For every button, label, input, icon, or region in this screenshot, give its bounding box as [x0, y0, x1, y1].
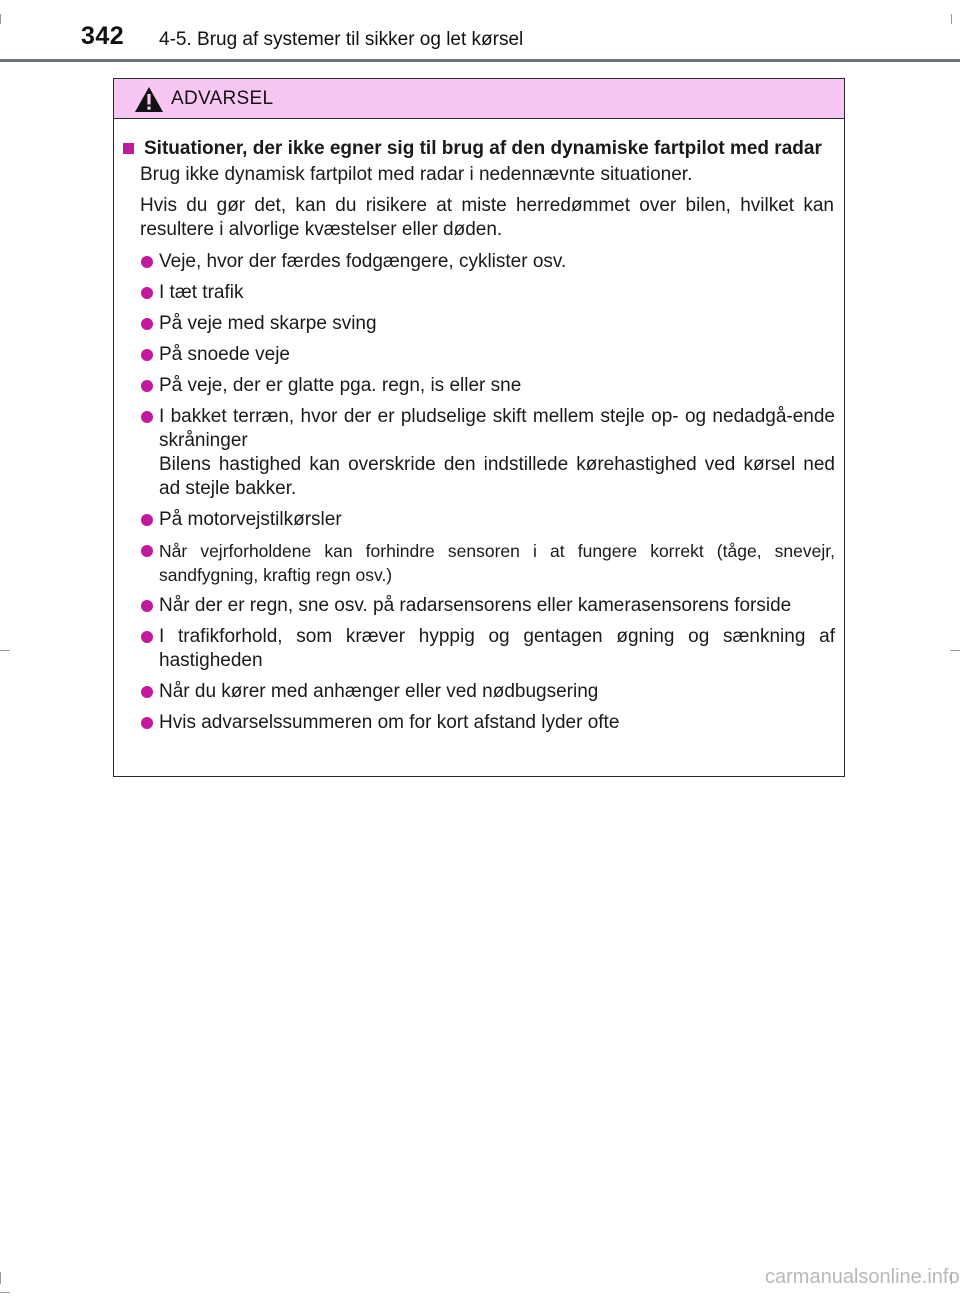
circle-bullet-icon [141, 256, 159, 268]
list-item [141, 250, 835, 274]
list-item [141, 680, 835, 704]
list-item-text: På veje, der er glatte pga. regn, is eller sne [159, 375, 522, 396]
crop-mark [0, 650, 10, 651]
list-item-text: Når du kører med anhænger eller ved nødbugsering [159, 681, 599, 702]
list-item [141, 625, 835, 673]
list-item-text: På veje med skarpe sving [159, 313, 377, 334]
instruction-paragraph: Brug ikke dynamisk fartpilot med radar i nedennævnte situationer. [140, 164, 693, 185]
list-item [141, 343, 835, 367]
circle-bullet-icon [141, 318, 159, 330]
list-item-text: Når vejrforholdene kan forhindre sensoren i at fungere korrekt (tåge, snevejr, sandfygning, kraftig regn osv.) [159, 541, 835, 585]
list-item [141, 711, 835, 735]
circle-bullet-icon [141, 411, 159, 423]
list-item [141, 281, 835, 305]
circle-bullet-icon [141, 514, 159, 526]
circle-bullet-icon [141, 349, 159, 361]
list-item-text: Veje, hvor der færdes fodgængere, cyklister osv. [159, 251, 567, 272]
circle-bullet-icon [141, 545, 159, 557]
circle-bullet-icon [141, 686, 159, 698]
circle-bullet-icon [141, 717, 159, 729]
header-divider [0, 59, 960, 62]
warning-body [114, 119, 844, 735]
warning-header [114, 79, 844, 119]
list-item-text: På motorvejstilkørsler [159, 509, 342, 530]
list-item [141, 405, 835, 501]
list-item-text: I bakket terræn, hvor der er pludselige skift mellem stejle op- og nedadgå-ende skråninger [159, 406, 835, 451]
warning-triangle-icon [134, 86, 164, 113]
page-number: 342 [81, 22, 125, 50]
circle-bullet-icon [141, 600, 159, 612]
square-bullet-icon [123, 143, 139, 154]
crop-mark [0, 1292, 10, 1293]
topic-title: Situationer, der ikke egner sig til brug af den dynamiske fartpilot med radar [144, 138, 822, 159]
list-item-text: I tæt trafik [159, 282, 244, 303]
list-item-text: På snoede veje [159, 344, 290, 365]
list-item [141, 312, 835, 336]
watermark: carmanualsonline.info [765, 1266, 960, 1288]
list-item [141, 539, 835, 587]
list-item-note: Bilens hastighed kan overskride den indstillede kørehastighed ved kørsel ned ad stejle bakker. [159, 454, 835, 499]
page-header [0, 0, 960, 64]
list-item [141, 374, 835, 398]
crop-mark [0, 1272, 1, 1284]
crop-mark [950, 650, 960, 651]
warning-box [113, 78, 845, 777]
topic-heading [123, 137, 835, 161]
list-item-text-with-note [159, 405, 835, 501]
warning-title: ADVARSEL [171, 88, 274, 109]
list-item-text: I trafikforhold, som kræver hyppig og gentagen øgning og sænkning af hastigheden [159, 626, 835, 671]
circle-bullet-icon [141, 287, 159, 299]
list-item [141, 508, 835, 532]
circle-bullet-icon [141, 380, 159, 392]
list-item-text: Når der er regn, sne osv. på radarsensorens eller kamerasensorens forside [159, 595, 792, 616]
section-title: 4-5. Brug af systemer til sikker og let kørsel [159, 29, 524, 50]
list-item [141, 594, 835, 618]
situation-list [123, 250, 835, 735]
circle-bullet-icon [141, 631, 159, 643]
list-item-text: Hvis advarselssummeren om for kort afstand lyder ofte [159, 712, 620, 733]
consequence-paragraph: Hvis du gør det, kan du risikere at miste herredømmet over bilen, hvilket kan resultere i alvorlige kvæstelser eller døden. [140, 195, 834, 240]
